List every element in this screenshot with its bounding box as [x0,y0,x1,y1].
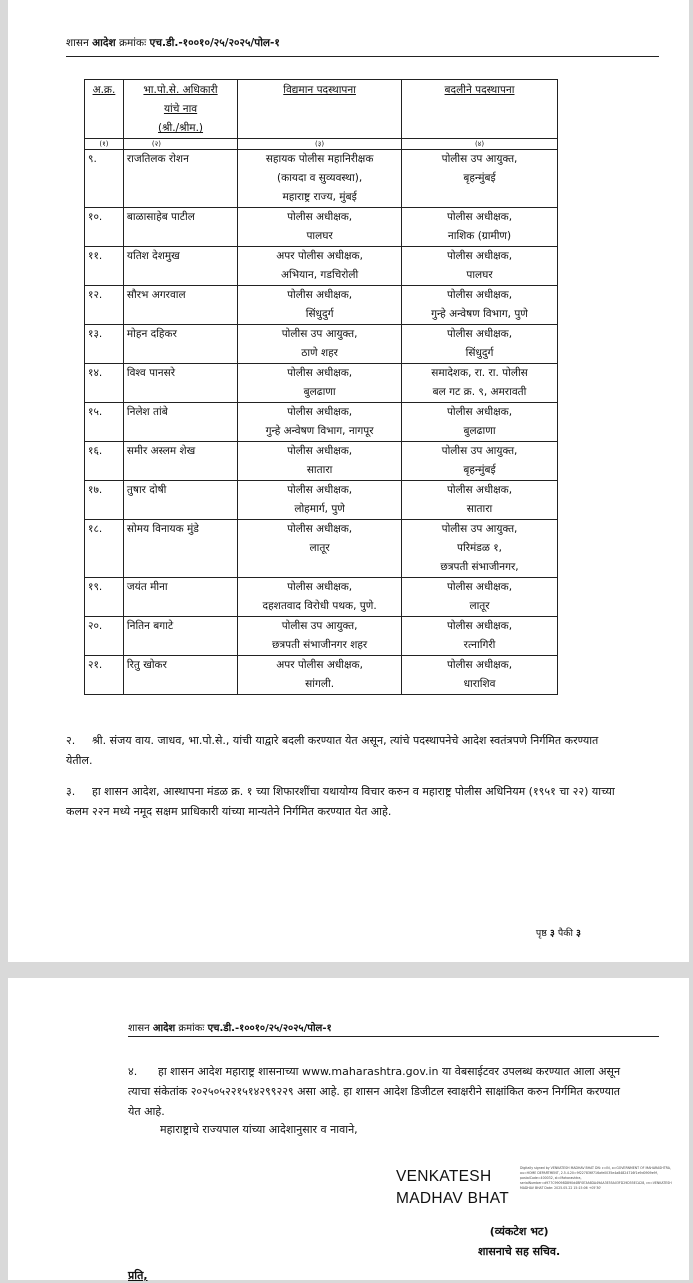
current-posting-cell [238,286,402,325]
table-row [85,520,558,578]
paragraph-text: श्री. संजय वाय. जाधव, भा.पो.से., यांची याद्वारे बदली करण्यात येत असून, त्यांचे पदस्थापनेचे आदेश स्वतंत्रपणे निर्गमित करण्यात येतील. [66,734,599,767]
new-posting-line: सिंधुदुर्ग [465,347,494,359]
header-officer [123,80,237,139]
digital-signature-name [396,1166,509,1210]
officer-name-cell: जयंत मीना [123,578,237,617]
current-posting-line: पोलीस उप आयुक्त, [281,620,358,632]
current-posting-line: सांगली. [305,678,335,690]
table-row [85,208,558,247]
new-posting-cell [402,656,558,695]
table-row [85,578,558,617]
page-number-total: ३ [576,928,581,939]
current-posting-cell [238,656,402,695]
current-posting-line: अपर पोलीस अधीक्षक, [276,250,363,262]
officer-name-cell: सौरभ अगरवाल [123,286,237,325]
new-posting-line: पोलीस अधीक्षक, [446,581,513,593]
prati-label: प्रति, [128,1269,148,1282]
current-posting-cell [238,247,402,286]
header-officer-line1: भा.पो.से. अधिकारी [143,84,218,96]
digital-signature-details: Digitally signed by VENKATESH MADHAV BHAT DN: c=IN, o=GOVERNMENT OF MAHARASHTRA, ou=HOME DEPARTMENT, 2.5.4.20=9f227836f716afe0035e4a84824716f1e9d0909e9f, postalCode=400032, st=Maharashtra, serialNumber=d977C99098D890d4BF0E3A6DA49AA3E55A03FD29D55ECA28, cn=VENKATESH MADHAV BHAT Date: 2025.05.22 15:15:06 +05'30' [520,1166,672,1190]
new-posting-line: परिमंडळ १, [457,542,503,554]
current-posting-cell [238,150,402,208]
new-posting-line: पालघर [466,269,493,281]
signature-name-line1: VENKATESH [396,1168,492,1185]
current-posting-line: पोलीस अधीक्षक, [287,367,353,379]
current-posting-line: (कायदा व सुव्यवस्था), [277,172,363,184]
new-posting-line: रत्नागिरी [463,639,496,651]
new-posting-line: पोलीस अधीक्षक, [446,406,513,418]
current-posting-cell [238,617,402,656]
current-posting-line: सातारा [306,464,333,476]
order-header [128,1020,332,1034]
serial-cell: १९. [85,578,124,617]
new-posting-line: पोलीस अधीक्षक, [446,484,513,496]
current-posting-line: छत्रपती संभाजीनगर शहर [271,639,368,651]
document-page-2 [8,978,689,1280]
header-rule [66,56,659,57]
current-posting-line: पोलीस अधीक्षक, [287,523,353,535]
officer-name-cell: नितिन बगाटे [123,617,237,656]
current-posting-line: लोहमार्ग, पुणे [294,503,345,515]
new-posting-line: नाशिक (ग्रामीण) [447,230,512,242]
column-number: (३) [238,139,402,150]
paragraph-3 [66,782,626,822]
header-label-bold: आदेश [92,37,116,49]
table-row [85,325,558,364]
page-number-current: ३ [549,928,555,939]
current-posting-line: गुन्हे अन्वेषण विभाग, नागपूर [265,425,374,437]
serial-cell: ९. [85,150,124,208]
new-posting-line: पोलीस उप आयुक्त, [441,523,518,535]
new-posting-line: बृहन्मुंबई [463,172,496,184]
paragraph-4 [128,1062,628,1122]
current-posting-line: बुलढाणा [303,386,336,398]
paragraph-number: ३. [66,785,76,798]
new-posting-line: पोलीस अधीक्षक, [446,328,513,340]
header-serial: अ.क्र. [85,80,124,139]
header-officer-line3: (श्री./श्रीम.) [158,122,204,134]
current-posting-line: पोलीस अधीक्षक, [287,581,353,593]
paragraph-number: ४. [128,1065,138,1078]
current-posting-line: पालघर [306,230,333,242]
current-posting-cell [238,481,402,520]
officer-name-cell: यतिश देशमुख [123,247,237,286]
current-posting-line: पोलीस अधीक्षक, [287,484,353,496]
serial-cell: १०. [85,208,124,247]
table-body [85,150,558,695]
table-row [85,442,558,481]
current-posting-line: पोलीस अधीक्षक, [287,289,353,301]
current-posting-cell [238,520,402,578]
new-posting-line: सातारा [466,503,493,515]
current-posting-cell [238,578,402,617]
officer-name-cell: समीर अस्लम शेख [123,442,237,481]
table-header-row [85,80,558,139]
table-row [85,364,558,403]
officer-name-cell: रितु खोकर [123,656,237,695]
new-posting-cell [402,578,558,617]
header-officer-line2: यांचे नाव [163,103,198,115]
new-posting-line: पोलीस अधीक्षक, [446,250,513,262]
table-row [85,481,558,520]
new-posting-cell [402,403,558,442]
serial-cell: २१. [85,656,124,695]
current-posting-cell [238,403,402,442]
current-posting-line: पोलीस अधीक्षक, [287,211,353,223]
table-row [85,150,558,208]
header-current-posting: विद्यमान पदस्थापना [238,80,402,139]
header-rule [128,1036,659,1037]
column-number: (२) [123,139,237,150]
header-label-prefix: शासन [128,1023,150,1034]
new-posting-line: धाराशिव [463,678,496,690]
new-posting-cell [402,364,558,403]
page-number-prefix: पृष्ठ [535,928,547,939]
serial-cell: १५. [85,403,124,442]
officer-name-cell: बाळासाहेब पाटील [123,208,237,247]
table-row [85,617,558,656]
officer-name-cell: राजतिलक रोशन [123,150,237,208]
new-posting-line: पोलीस अधीक्षक, [446,211,513,223]
current-posting-line: ठाणे शहर [301,347,338,359]
table-row [85,247,558,286]
new-posting-line: समादेशक, रा. रा. पोलीस [431,367,528,379]
new-posting-cell [402,208,558,247]
column-number: (१) [85,139,124,150]
new-posting-line: गुन्हे अन्वेषण विभाग, पुणे [431,308,528,320]
signatory-designation: शासनाचे सह सचिव. [478,1245,561,1258]
table-row [85,656,558,695]
current-posting-line: पोलीस अधीक्षक, [287,406,353,418]
header-label-bold: आदेश [152,1023,176,1034]
new-posting-line: पोलीस अधीक्षक, [446,659,513,671]
new-posting-line: छत्रपती संभाजीनगर, [440,561,519,573]
current-posting-line: लातूर [309,542,330,554]
new-posting-line: बल गट क्र. ९, अमरावती [432,386,527,398]
serial-cell: १८. [85,520,124,578]
header-order-number: एच.डी.-१००१०/२५/२०२५/पोल-१ [207,1023,332,1034]
page-number [536,926,581,939]
serial-cell: १६. [85,442,124,481]
page-number-middle: पैकी [557,928,574,939]
paragraph-number: २. [66,734,76,747]
header-label-suffix: क्रमांकः [178,1023,205,1034]
header-order-number: एच.डी.-१००१०/२५/२०२५/पोल-१ [149,37,280,49]
serial-cell: १४. [85,364,124,403]
new-posting-cell [402,617,558,656]
new-posting-line: पोलीस अधीक्षक, [446,289,513,301]
officer-name-cell: तुषार दोषी [123,481,237,520]
serial-cell: ११. [85,247,124,286]
header-label-prefix: शासन [66,37,89,49]
current-posting-cell [238,325,402,364]
header-new-posting: बदलीने पदस्थापना [402,80,558,139]
order-header [66,36,280,50]
new-posting-line: पोलीस उप आयुक्त, [441,153,518,165]
new-posting-line: बृहन्मुंबई [463,464,496,476]
current-posting-line: सिंधुदुर्ग [305,308,334,320]
serial-cell: १७. [85,481,124,520]
officer-name-cell: सोमय विनायक मुंडे [123,520,237,578]
new-posting-line: पोलीस उप आयुक्त, [441,445,518,457]
table-row [85,286,558,325]
current-posting-line: पोलीस अधीक्षक, [287,445,353,457]
serial-cell: १२. [85,286,124,325]
officer-name-cell: विश्व पानसरे [123,364,237,403]
new-posting-line: बुलढाणा [463,425,496,437]
current-posting-line: अपर पोलीस अधीक्षक, [276,659,363,671]
signatory-block [478,1222,560,1262]
current-posting-cell [238,442,402,481]
serial-cell: २०. [85,617,124,656]
officer-name-cell: मोहन दहिकर [123,325,237,364]
current-posting-line: सहायक पोलीस महानिरीक्षक [265,153,374,165]
paragraph-2 [66,731,626,771]
paragraph-text: हा शासन आदेश, आस्थापना मंडळ क्र. १ च्या शिफारशींचा यथायोग्य विचार करुन व महाराष्ट्र पोलीस अधिनियम (१९५१ चा २२) याच्या कलम २२न मध्ये नमूद सक्षम प्राधिकारी यांच्या मान्यतेने निर्गमित करण्यात येत आहे. [66,785,615,818]
new-posting-line: लातूर [469,600,490,612]
current-posting-line: दहशतवाद विरोधी पथक, पुणे. [262,600,377,612]
column-number-row [85,139,558,150]
new-posting-cell [402,481,558,520]
new-posting-cell [402,247,558,286]
current-posting-line: अभियान, गडचिरोली [281,269,359,281]
paragraph-text: हा शासन आदेश महाराष्ट्र शासनाच्या www.maharashtra.gov.in या वेबसाईटवर उपलब्ध करण्यात आला असून त्याचा संकेतांक २०२५०५२२१५१४२९९२२९ असा आहे. हा शासन आदेश डिजीटल स्वाक्षरीने साक्षांकित करुन निर्गमित करण्यात येत आहे. [128,1065,621,1118]
serial-cell: १३. [85,325,124,364]
header-label-suffix: क्रमांकः [118,37,147,49]
current-posting-cell [238,364,402,403]
new-posting-cell [402,520,558,578]
officer-name-cell: निलेश तांबे [123,403,237,442]
transfer-table [84,79,558,695]
new-posting-cell [402,325,558,364]
signature-name-line2: MADHAV BHAT [396,1190,509,1207]
closing-line: महाराष्ट्राचे राज्यपाल यांच्या आदेशानुसार व नावाने, [160,1123,358,1136]
new-posting-cell [402,442,558,481]
current-posting-cell [238,208,402,247]
current-posting-line: पोलीस उप आयुक्त, [281,328,358,340]
document-page-1 [8,0,689,962]
new-posting-cell [402,286,558,325]
current-posting-line: महाराष्ट्र राज्य, मुंबई [282,191,357,203]
column-number: (४) [402,139,558,150]
new-posting-cell [402,150,558,208]
signatory-name: (व्यंकटेश भट) [489,1225,549,1238]
table-row [85,403,558,442]
new-posting-line: पोलीस अधीक्षक, [446,620,513,632]
